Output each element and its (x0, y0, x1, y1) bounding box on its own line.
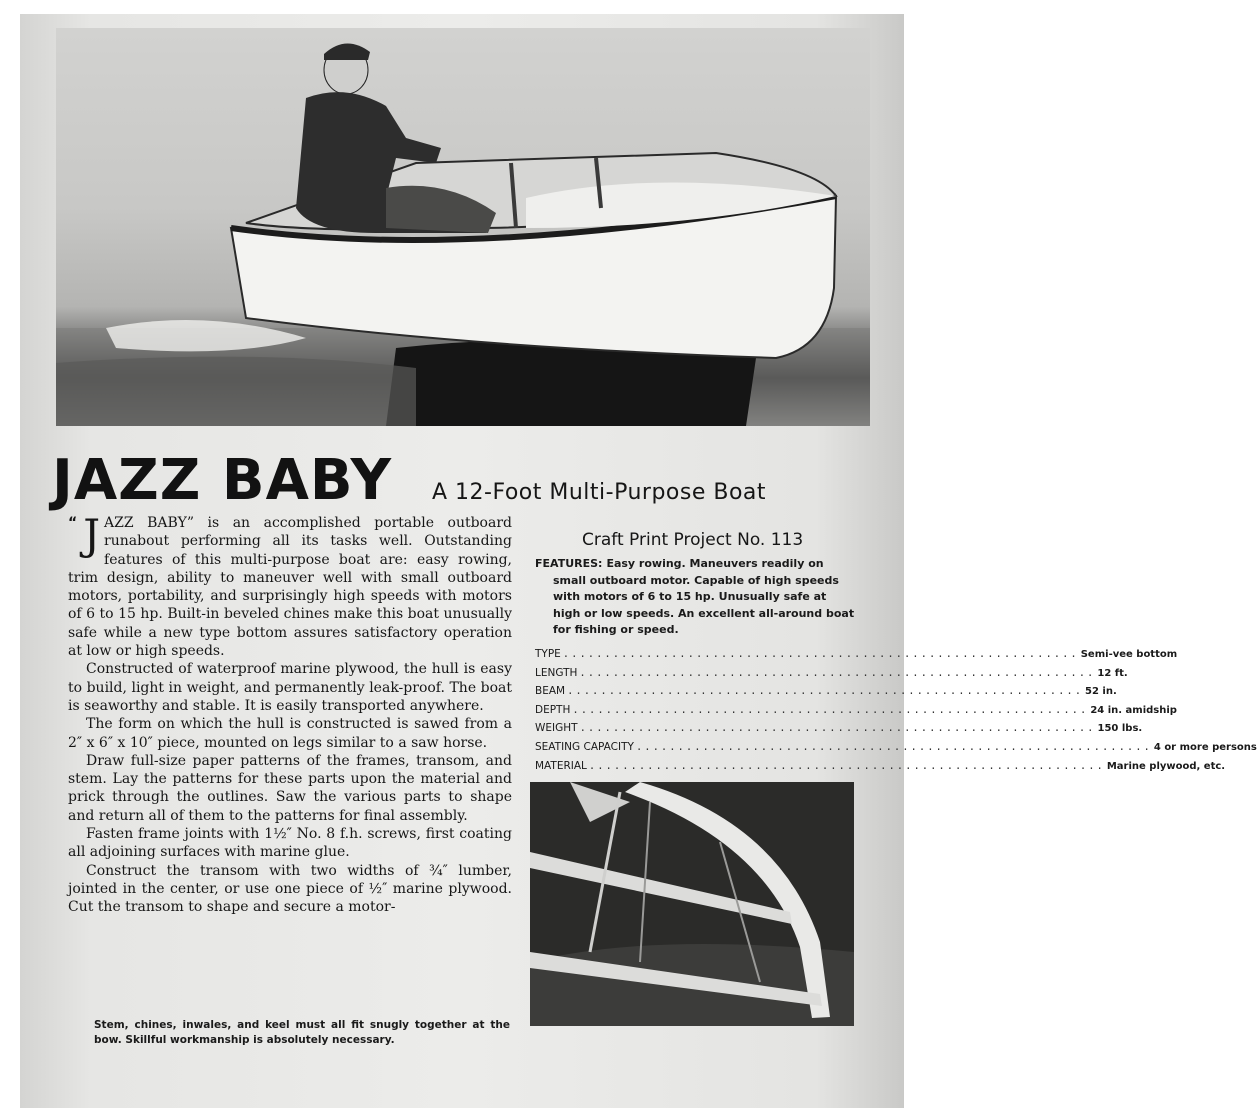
boat-photo-illustration (56, 28, 870, 426)
features-label: FEATURES: (535, 557, 603, 570)
spec-table (535, 648, 1257, 778)
project-number: Craft Print Project No. 113 (582, 530, 804, 550)
spec-row (535, 703, 1177, 723)
features-block (535, 556, 857, 639)
spec-value: 4 or more persons (1153, 741, 1257, 753)
spec-key: LENGTH (535, 666, 578, 679)
spec-key: DEPTH (535, 703, 571, 716)
drop-cap: J (83, 510, 101, 559)
spec-leader: .............................................................. (567, 685, 1084, 698)
spec-value: Marine plywood, etc. (1106, 760, 1226, 772)
spec-leader: .............................................................. (635, 740, 1152, 753)
features-text-block (535, 556, 857, 639)
body-paragraph-4: Draw full-size paper patterns of the frames, transom, and stem. Lay the patterns for these parts upon the material and prick through the outlines. Saw the various parts to shape and return all of them to the patterns for final assembly. (68, 752, 512, 824)
spec-row (535, 759, 1226, 779)
body-paragraph-1 (68, 510, 512, 660)
article-body (68, 510, 512, 917)
spec-key: BEAM (535, 685, 566, 698)
spec-key: SEATING CAPACITY (535, 740, 634, 753)
spec-value: 52 in. (1085, 686, 1117, 698)
body-paragraph-1-text: AZZ BABY” is an accomplished portable outboard runabout performing all its tasks well. Outstanding features of this multi-purpose boat are: easy rowing, trim design, ability to maneuver well with small outboard motors, portability, and surprisingly high speeds with motors of 6 to 15 hp. Built-in beveled chines make this boat unusually safe while a new type bottom assures satisfactory operation at low or high speeds. (68, 515, 512, 660)
spec-value: Semi-vee bottom (1080, 649, 1178, 660)
spec-row (535, 685, 1117, 704)
spec-leader: .............................................................. (579, 722, 1096, 735)
spec-row (535, 648, 1178, 667)
spec-key: MATERIAL (535, 759, 587, 772)
hull-frame-illustration (530, 782, 854, 1026)
article-title: JAZZ BABY (52, 448, 393, 513)
spec-value: 24 in. amidship (1090, 704, 1177, 716)
features-text: Easy rowing. Maneuvers readily on small outboard motor. Capable of high speeds with motors of 6 to 15 hp. Unusually safe at high or low speeds. An excellent all-around boat for fishing or speed. (553, 557, 855, 636)
body-paragraph-6: Construct the transom with two widths of ¾″ lumber, jointed in the center, or use one piece of ½″ marine plywood. Cut the transom to shape and secure a motor- (68, 862, 512, 916)
spec-key: WEIGHT (535, 722, 578, 735)
body-paragraph-3: The form on which the hull is constructed is sawed from a 2″ x 6″ x 10″ piece, mounted on legs similar to a saw horse. (68, 716, 512, 751)
photo-caption: Stem, chines, inwales, and keel must all fit snugly together at the bow. Skillful workmanship is absolutely necessary. (94, 1019, 510, 1046)
spec-leader: .............................................................. (562, 648, 1079, 660)
open-quote: “ (68, 515, 78, 531)
spec-value: 12 ft. (1097, 667, 1128, 679)
spec-row (535, 722, 1143, 741)
boat-photo (56, 28, 870, 426)
body-paragraph-2: Constructed of waterproof marine plywood, the hull is easy to build, light in weight, and permanently leak-proof. The boat is seaworthy and stable. It is easily transported anywhere. (68, 661, 512, 714)
spec-row (535, 740, 1257, 760)
body-paragraph-5: Fasten frame joints with 1½″ No. 8 f.h. screws, first coating all adjoining surfaces with marine glue. (68, 826, 512, 861)
spec-leader: .............................................................. (579, 666, 1096, 679)
spec-value: 150 lbs. (1097, 723, 1143, 735)
hull-frame-photo (530, 782, 854, 1026)
spec-row (535, 666, 1128, 686)
magazine-page (20, 14, 1257, 1108)
spec-leader: .............................................................. (572, 703, 1089, 716)
article-subtitle: A 12-Foot Multi-Purpose Boat (432, 480, 767, 505)
spec-key: TYPE (535, 648, 561, 660)
spec-leader: .............................................................. (588, 759, 1105, 772)
